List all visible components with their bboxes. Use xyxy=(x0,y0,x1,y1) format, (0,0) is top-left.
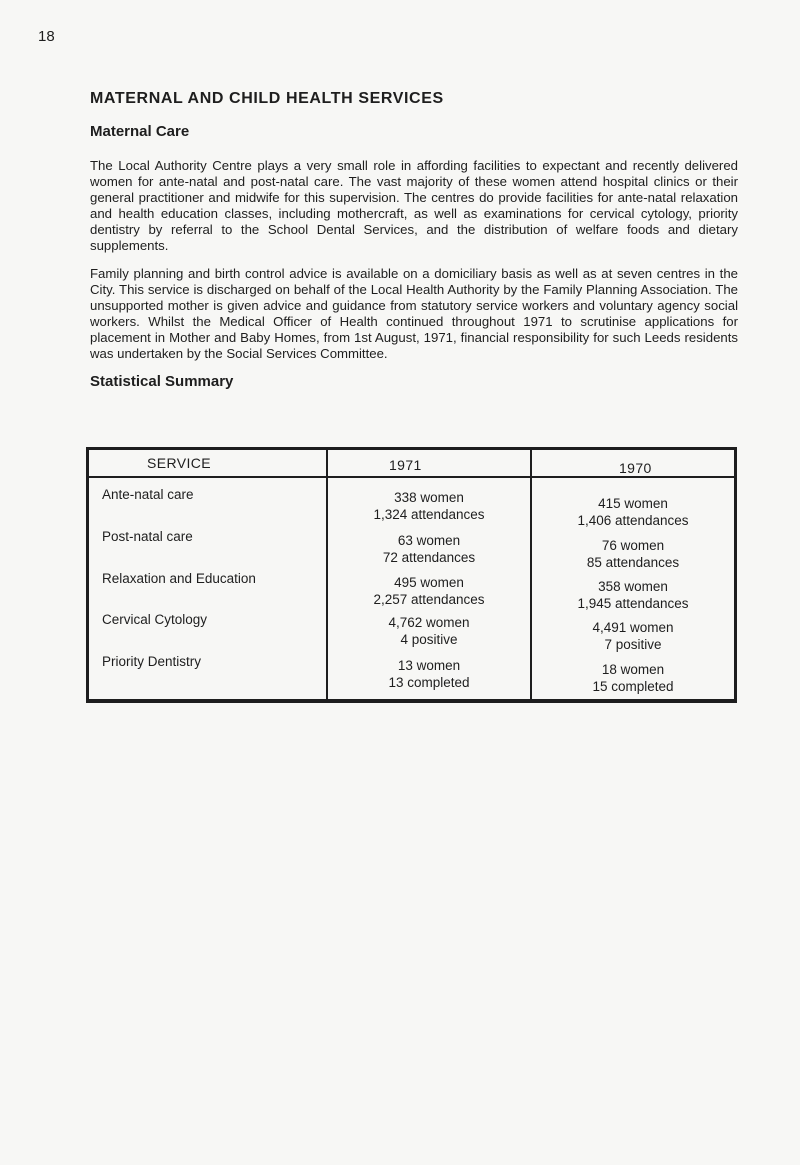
cell-line: 358 women xyxy=(598,579,668,594)
cell-line: 2,257 attendances xyxy=(373,592,485,607)
cell-line: 76 women xyxy=(601,538,665,553)
table-row-service: Cervical Cytology xyxy=(102,612,208,627)
table-cell-1971 xyxy=(328,614,530,648)
table-cell-1971 xyxy=(328,489,530,523)
paragraph: The Local Authority Centre plays a very small role in affording facilities to expectant and recently delivered women for ante-natal and post-natal care. The vast majority of these women attend hospital clinics or their general practitioner and midwife for this supervision. The centres do provide facilities for ante-natal relaxation and health education classes, including mothercraft, as well as examinations for cervical cytology, priority dentistry by referral to the School Dental Services, and the distribution of welfare foods and dietary supplements. xyxy=(90,158,738,253)
table-row-service: Priority Dentistry xyxy=(102,654,202,669)
subsection-heading: Maternal Care xyxy=(90,123,190,140)
cell-line: 13 women xyxy=(397,658,461,673)
cell-line: 1,406 attendances xyxy=(577,513,689,528)
table-cell-1971 xyxy=(328,657,530,691)
table-row-service: Post-natal care xyxy=(102,529,193,544)
cell-line: 338 women xyxy=(394,490,464,505)
cell-line: 63 women xyxy=(397,533,461,548)
table-cell-1970 xyxy=(532,661,734,695)
table-cell-1970 xyxy=(532,537,734,571)
table-cell-1971 xyxy=(328,574,530,608)
cell-line: 72 attendances xyxy=(382,550,476,565)
column-header-service: SERVICE xyxy=(147,455,212,471)
cell-line: 85 attendances xyxy=(586,555,680,570)
column-header-1971: 1971 xyxy=(389,457,422,473)
cell-line: 15 completed xyxy=(592,679,674,694)
cell-line: 415 women xyxy=(598,496,668,511)
table-cell-1970 xyxy=(532,495,734,529)
table-row-service: Relaxation and Education xyxy=(102,571,256,586)
cell-line: 495 women xyxy=(394,575,464,590)
page-number: 18 xyxy=(38,28,55,45)
cell-line: 4,762 women xyxy=(388,615,470,630)
cell-line: 7 positive xyxy=(604,637,662,652)
table-cell-1971 xyxy=(328,532,530,566)
cell-line: 13 completed xyxy=(388,675,470,690)
paragraph: Family planning and birth control advice is available on a domiciliary basis as well as at seven centres in the City. This service is discharged on behalf of the Local Health Authority by the Family Planning Association. The unsupported mother is given advice and guidance from statutory service workers and voluntary agency social workers. Whilst the Medical Officer of Health continued throughout 1971 to scrutinise applications for placement in Mother and Baby Homes, from 1st August, 1971, financial responsibility for such Leeds residents was undertaken by the Social Services Committee. xyxy=(90,266,738,361)
table-cell-1970 xyxy=(532,619,734,653)
column-header-1970: 1970 xyxy=(619,460,652,476)
cell-line: 1,324 attendances xyxy=(373,507,485,522)
statistical-summary-table xyxy=(86,447,737,703)
table-row-service: Ante-natal care xyxy=(102,487,194,502)
table-cell-1970 xyxy=(532,578,734,612)
cell-line: 4 positive xyxy=(400,632,458,647)
cell-line: 4,491 women xyxy=(592,620,674,635)
summary-heading: Statistical Summary xyxy=(90,373,234,390)
cell-line: 1,945 attendances xyxy=(577,596,689,611)
section-heading: MATERNAL AND CHILD HEALTH SERVICES xyxy=(90,90,444,107)
cell-line: 18 women xyxy=(601,662,665,677)
